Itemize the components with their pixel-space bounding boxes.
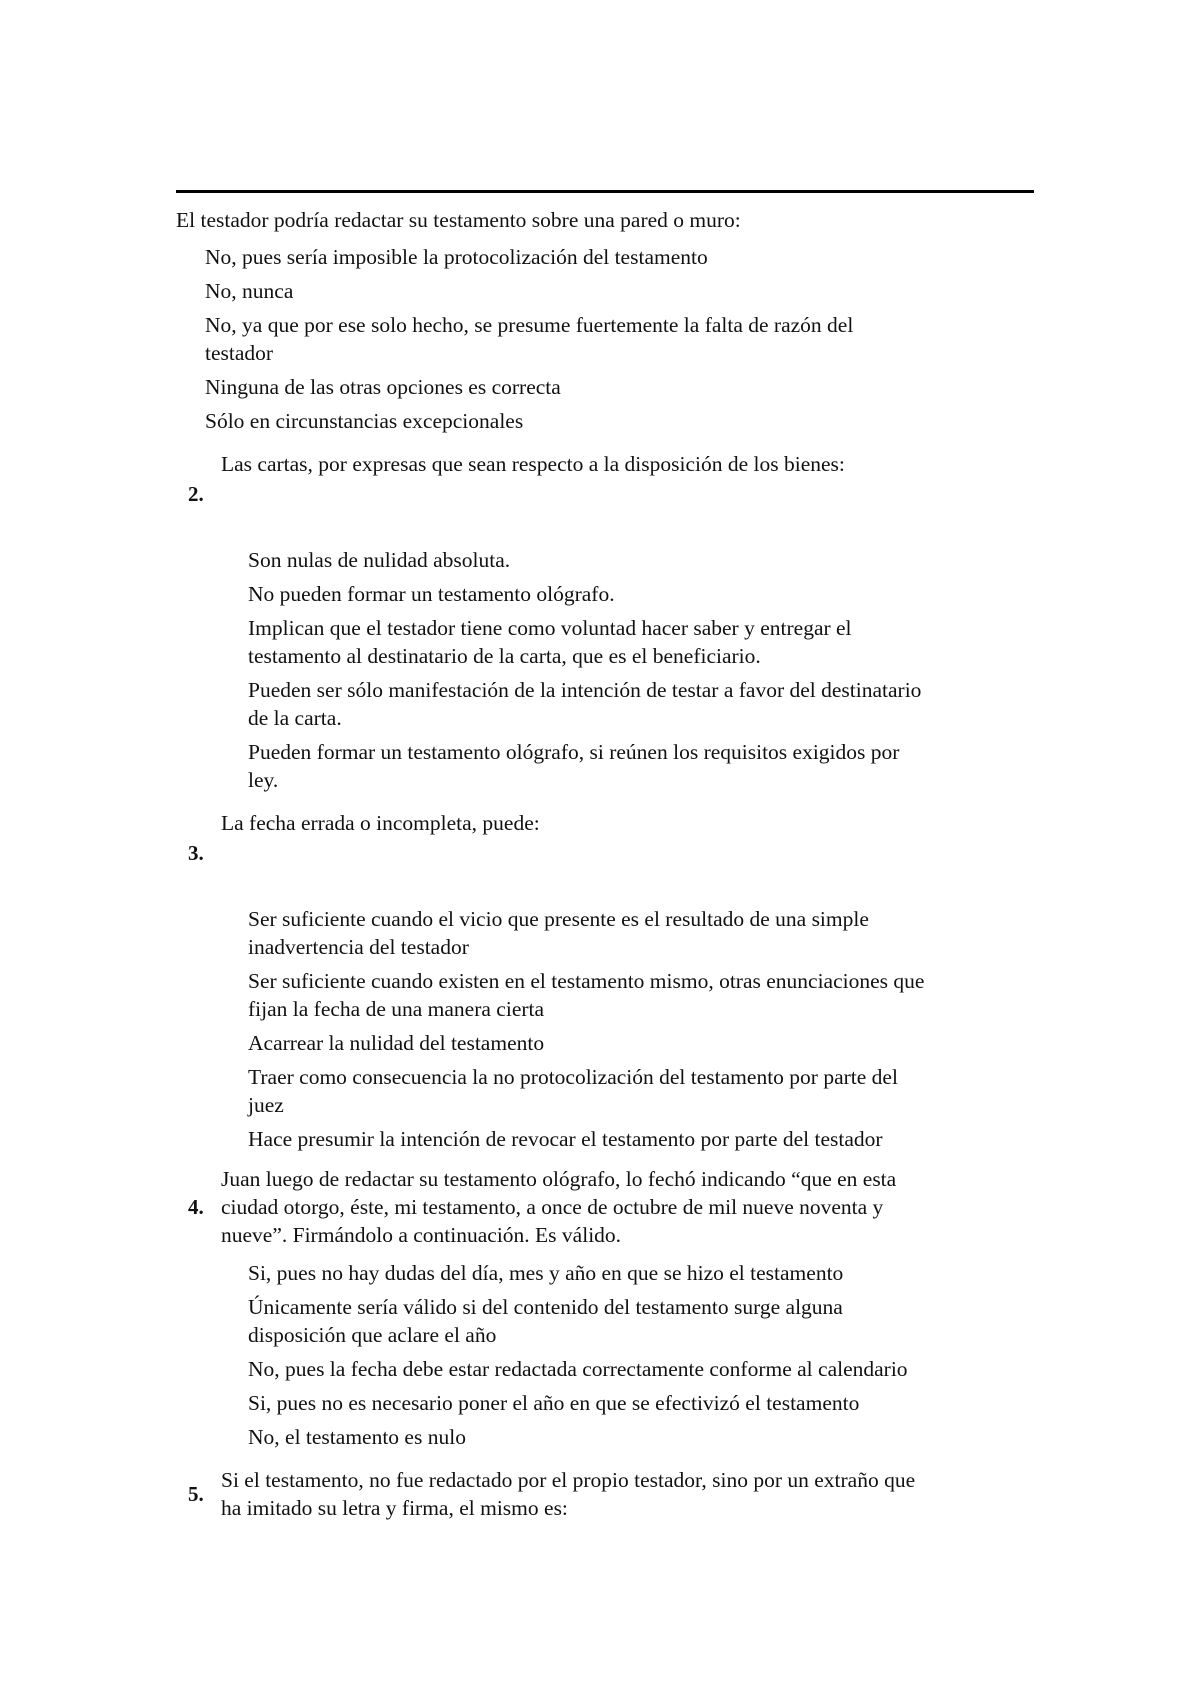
option-text[interactable]: Ninguna de las otras opciones es correcta — [205, 375, 561, 399]
option-text[interactable]: Implican que el testador tiene como voluntad hacer saber y entregar el — [248, 616, 852, 640]
question-5-prompt-line: Si el testamento, no fue redactado por el propio testador, sino por un extraño que — [221, 1468, 916, 1492]
option-text[interactable]: Acarrear la nulidad del testamento — [248, 1031, 545, 1055]
option-text-continued[interactable]: testamento al destinatario de la carta, que es el beneficiario. — [248, 644, 761, 668]
option-text[interactable]: No, pues sería imposible la protocolización del testamento — [205, 245, 708, 269]
option-text[interactable]: Son nulas de nulidad absoluta. — [248, 548, 511, 572]
option-text[interactable]: No, pues la fecha debe estar redactada correctamente conforme al calendario — [248, 1357, 908, 1381]
question-4-prompt-line: ciudad otorgo, éste, mi testamento, a once de octubre de mil nueve noventa y — [221, 1195, 884, 1219]
question-3-number: 3. — [188, 841, 204, 865]
option-text-continued[interactable]: testador — [205, 341, 274, 365]
option-text[interactable]: Sólo en circunstancias excepcionales — [205, 409, 524, 433]
option-text[interactable]: No, ya que por ese solo hecho, se presume fuertemente la falta de razón del — [205, 313, 854, 337]
top-divider — [176, 190, 1034, 193]
option-text-continued[interactable]: de la carta. — [248, 706, 342, 730]
option-text[interactable]: No, el testamento es nulo — [248, 1425, 466, 1449]
question-5-number: 5. — [188, 1482, 204, 1506]
question-2-number: 2. — [188, 482, 204, 506]
option-text[interactable]: Traer como consecuencia la no protocolización del testamento por parte del — [248, 1065, 898, 1089]
option-text-continued[interactable]: inadvertencia del testador — [248, 935, 469, 959]
option-text[interactable]: Únicamente sería válido si del contenido del testamento surge alguna — [248, 1295, 843, 1319]
option-text[interactable]: No pueden formar un testamento ológrafo. — [248, 582, 615, 606]
option-text[interactable]: Si, pues no hay dudas del día, mes y año en que se hizo el testamento — [248, 1261, 844, 1285]
question-4-prompt-line: Juan luego de redactar su testamento ológrafo, lo fechó indicando “que en esta — [221, 1167, 897, 1191]
question-4-number: 4. — [188, 1195, 204, 1219]
question-2-prompt: Las cartas, por expresas que sean respecto a la disposición de los bienes: — [221, 452, 845, 476]
option-text[interactable]: Hace presumir la intención de revocar el testamento por parte del testador — [248, 1127, 883, 1151]
question-3-prompt: La fecha errada o incompleta, puede: — [221, 811, 540, 835]
option-text-continued[interactable]: disposición que aclare el año — [248, 1323, 497, 1347]
question-1-prompt: El testador podría redactar su testamento sobre una pared o muro: — [176, 208, 741, 232]
option-text[interactable]: Ser suficiente cuando el vicio que presente es el resultado de una simple — [248, 907, 869, 931]
option-text-continued[interactable]: juez — [248, 1093, 284, 1117]
question-5-prompt-line: ha imitado su letra y firma, el mismo es: — [221, 1496, 568, 1520]
option-text[interactable]: No, nunca — [205, 279, 294, 303]
question-4-prompt-line: nueve”. Firmándolo a continuación. Es válido. — [221, 1223, 622, 1247]
option-text[interactable]: Ser suficiente cuando existen en el testamento mismo, otras enunciaciones que — [248, 969, 925, 993]
option-text[interactable]: Si, pues no es necesario poner el año en que se efectivizó el testamento — [248, 1391, 860, 1415]
option-text-continued[interactable]: fijan la fecha de una manera cierta — [248, 997, 545, 1021]
option-text[interactable]: Pueden formar un testamento ológrafo, si reúnen los requisitos exigidos por — [248, 740, 900, 764]
option-text[interactable]: Pueden ser sólo manifestación de la intención de testar a favor del destinatario — [248, 678, 922, 702]
option-text-continued[interactable]: ley. — [248, 768, 279, 792]
